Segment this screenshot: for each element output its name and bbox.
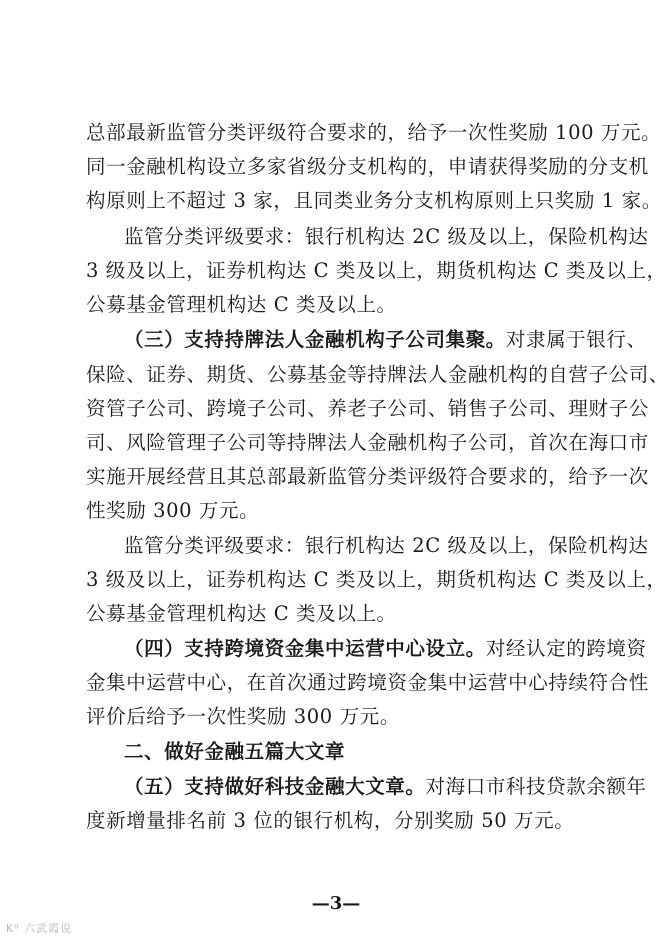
paragraph-line [124,325,647,355]
paragraph-line [124,772,647,802]
chapter-heading: 二、做好金融五篇大文章 [124,740,346,763]
paragraph-line: 3 级及以上，证券机构达 C 类及以上，期货机构达 C 类及以上， [86,568,667,591]
paragraph-line: 评价后给予一次性奖励 300 万元。 [86,705,400,728]
paragraph-line: 监管分类评级要求：银行机构达 2C 级及以上，保险机构达 [124,225,649,248]
paragraph-line: 司、风险管理子公司等持牌法人金融机构子公司，首次在海口市 [86,431,649,454]
paragraph-line: 公募基金管理机构达 C 类及以上。 [86,602,397,625]
paragraph-line: 构原则上不超过 3 家，且同类业务分支机构原则上只奖励 1 家。 [86,189,662,212]
paragraph-line: 度新增量排名前 3 位的银行机构，分别奖励 50 万元。 [86,809,575,832]
paragraph-text: 对经认定的跨境资 [485,637,647,660]
section-heading-5: （五）支持做好科技金融大文章。 [124,775,426,798]
paragraph-line: 性奖励 300 万元。 [86,499,260,522]
paragraph-text: 对隶属于银行、 [505,328,647,351]
paragraph-line: 保险、证券、期货、公募基金等持牌法人金融机构的自营子公司、 [86,363,669,386]
paragraph-line: 总部最新监管分类评级符合要求的，给予一次性奖励 100 万元。 [86,121,662,144]
paragraph-line: 监管分类评级要求：银行机构达 2C 级及以上，保险机构达 [124,534,649,557]
paragraph-line: 3 级及以上，证券机构达 C 类及以上，期货机构达 C 类及以上， [86,259,667,282]
section-heading-3: （三）支持持牌法人金融机构子公司集聚。 [124,328,506,351]
paragraph-line: 资管子公司、跨境子公司、养老子公司、销售子公司、理财子公 [86,397,649,420]
section-heading-4: （四）支持跨境资金集中运营中心设立。 [124,637,486,660]
paragraph-line [124,634,647,664]
paragraph-text: 对海口市科技贷款余额年 [425,775,647,798]
watermark-text: K⁰ 六武霞说 [6,922,73,935]
page-number: —3— [311,893,361,914]
paragraph-line: 金集中运营中心，在首次通过跨境资金集中运营中心持续符合性 [86,671,649,694]
paragraph-line: 实施开展经营且其总部最新监管分类评级符合要求的，给予一次 [86,465,649,488]
paragraph-line: 同一金融机构设立多家省级分支机构的，申请获得奖励的分支机 [86,155,649,178]
paragraph-line: 公募基金管理机构达 C 类及以上。 [86,293,397,316]
